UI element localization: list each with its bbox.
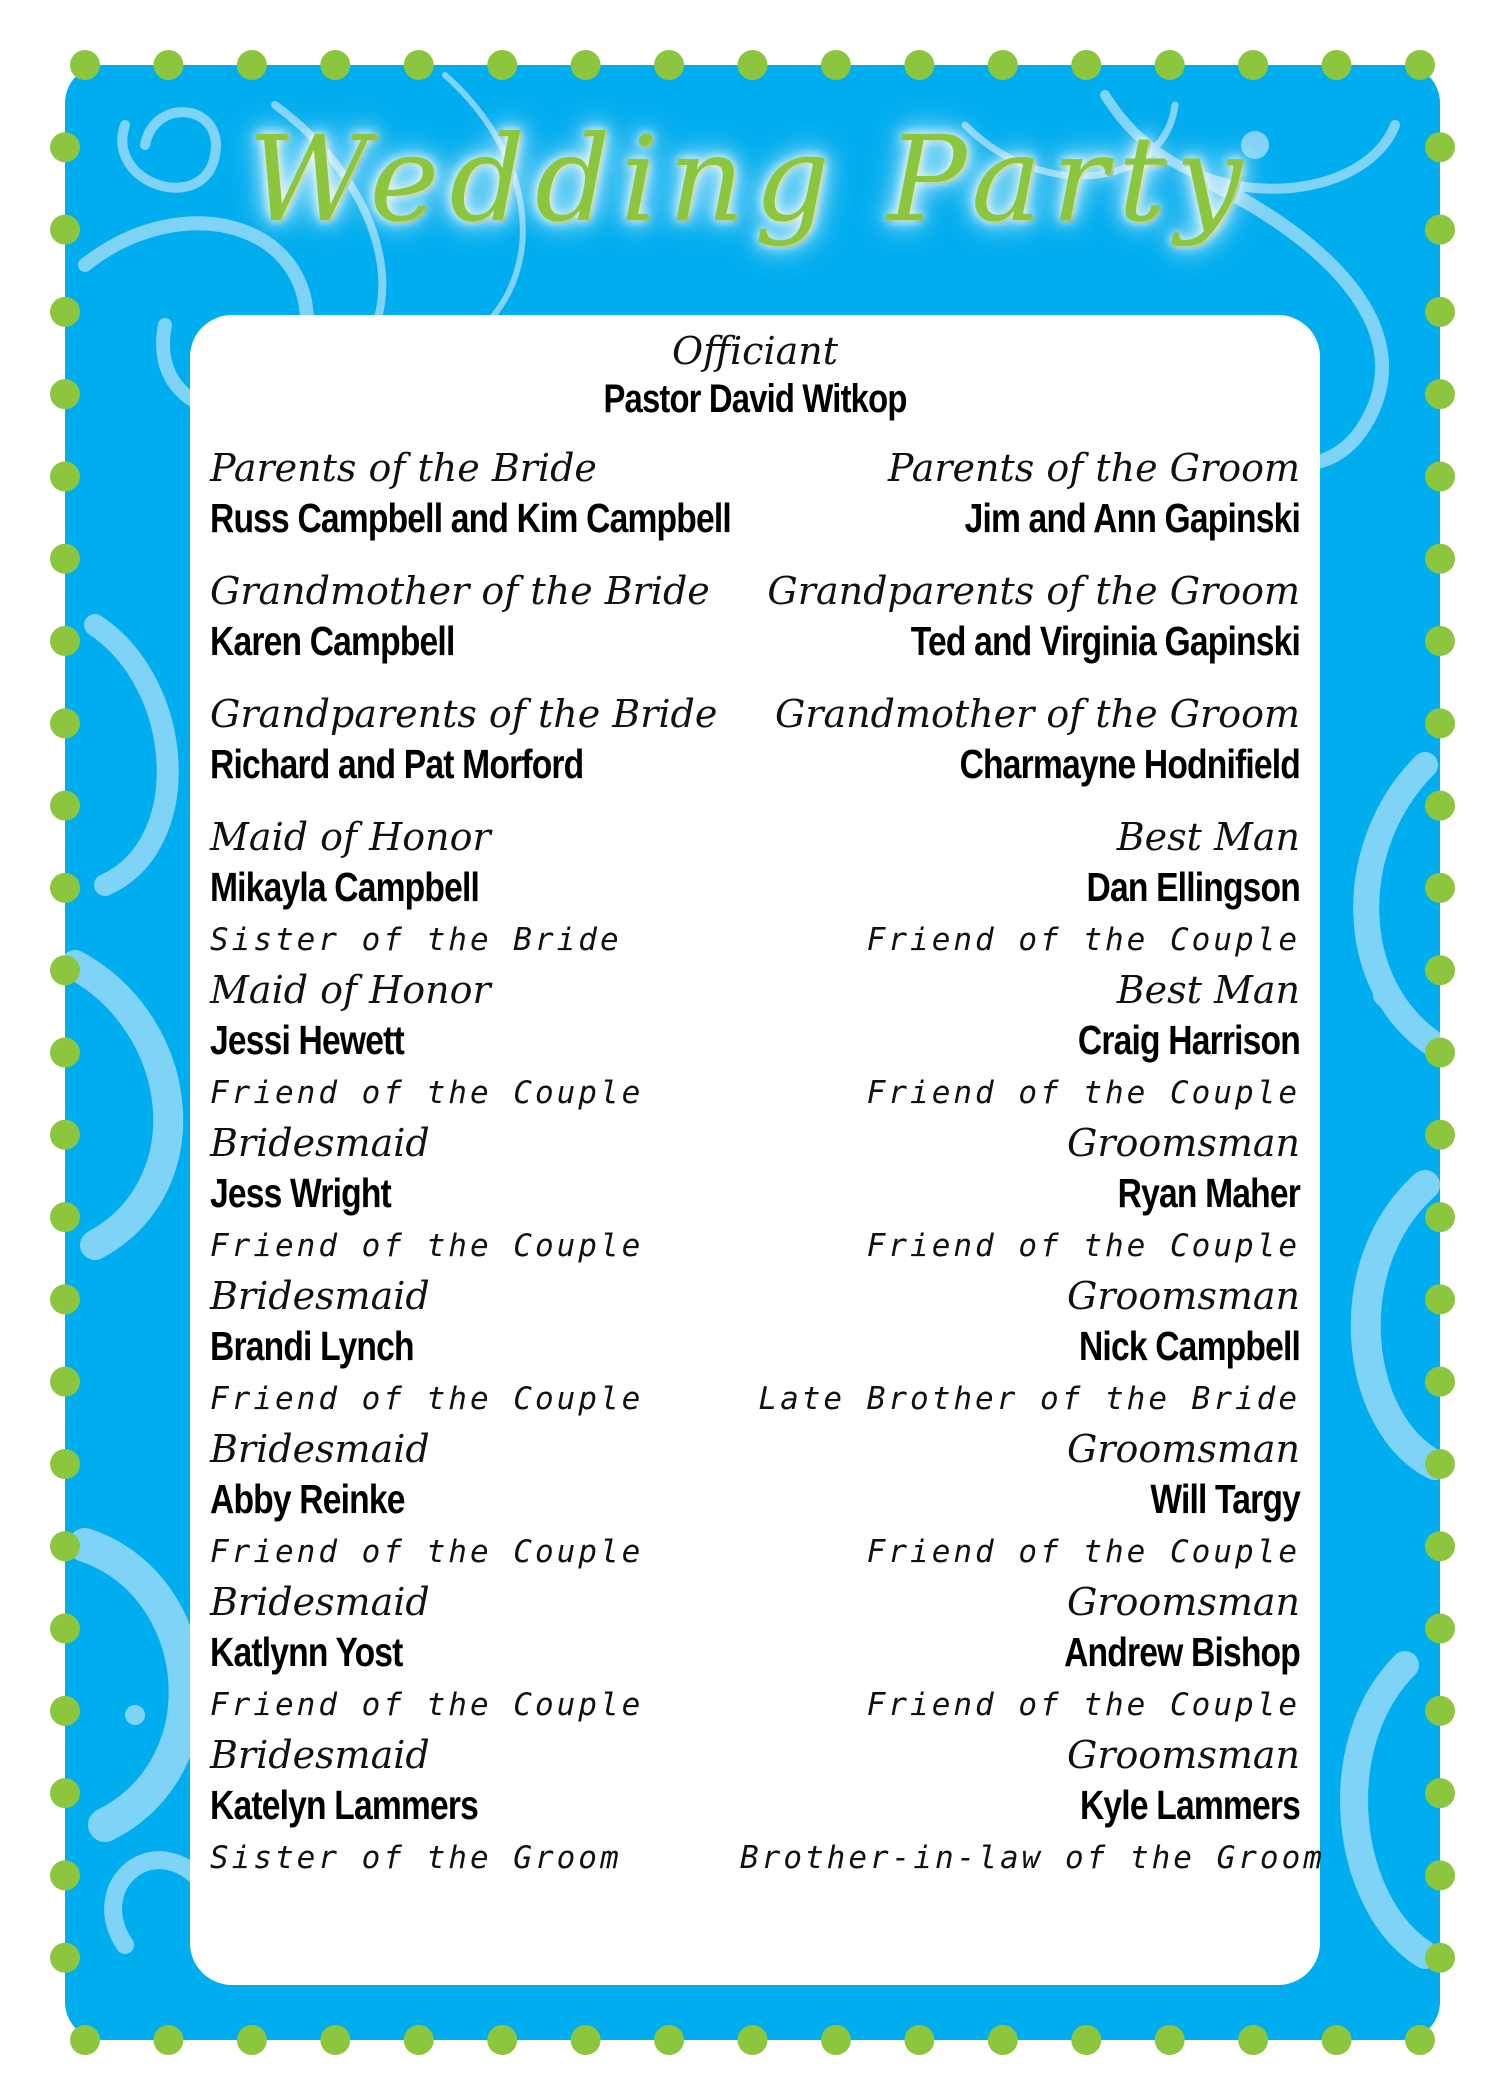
person-name: Ted and Virginia Gapinski (910, 618, 1300, 664)
relation-label: Brother-in-law of the Groom (740, 1840, 1325, 1876)
role-label: Maid of Honor (210, 815, 491, 859)
role-label: Grandmother of the Bride (210, 569, 710, 613)
groom-side-entry (740, 1271, 1300, 1424)
relation-label: Friend of the Couple (866, 1228, 1300, 1264)
person-name: Charmayne Hodnifield (959, 741, 1300, 787)
bride-side-entry (210, 1577, 770, 1730)
groom-side-entry (740, 1577, 1300, 1730)
person-name: Kyle Lammers (1079, 1782, 1300, 1828)
person-name: Karen Campbell (210, 618, 455, 664)
role-label: Parents of the Groom (887, 446, 1300, 490)
relation-label: Sister of the Groom (210, 1840, 622, 1876)
groom-side-entry (740, 965, 1300, 1118)
groom-side-entry (740, 566, 1300, 689)
bride-side-entry (210, 1730, 770, 1883)
relation-label: Friend of the Couple (866, 1534, 1300, 1570)
role-label: Grandmother of the Groom (774, 692, 1300, 736)
bride-side-entry (210, 1424, 770, 1577)
person-name: Nick Campbell (1078, 1323, 1300, 1369)
relation-label: Sister of the Bride (210, 922, 622, 958)
role-label: Groomsman (1067, 1121, 1300, 1165)
person-name: Jim and Ann Gapinski (964, 495, 1300, 541)
page-title: Wedding Party (247, 110, 1253, 248)
person-name: Abby Reinke (210, 1476, 405, 1522)
relation-label: Friend of the Couple (210, 1228, 644, 1264)
role-label: Bridesmaid (210, 1733, 430, 1777)
bride-side-entry (210, 812, 770, 965)
person-name: Brandi Lynch (210, 1323, 414, 1369)
groom-side-entry (740, 443, 1300, 566)
person-name: Will Targy (1150, 1476, 1300, 1522)
role-label: Parents of the Bride (210, 446, 597, 490)
relation-label: Friend of the Couple (210, 1687, 644, 1723)
role-label: Groomsman (1067, 1274, 1300, 1318)
person-name: Katlynn Yost (210, 1629, 403, 1675)
person-name: Jessi Hewett (210, 1017, 404, 1063)
role-label: Groomsman (1067, 1580, 1300, 1624)
role-label: Maid of Honor (210, 968, 491, 1012)
role-label: Best Man (1116, 815, 1300, 859)
groom-side-entry (740, 812, 1300, 965)
officiant-role: Officiant (671, 329, 839, 373)
role-label: Grandparents of the Groom (767, 569, 1300, 613)
person-name: Jess Wright (210, 1170, 391, 1216)
relation-label: Friend of the Couple (866, 1075, 1300, 1111)
bride-side-entry (210, 1271, 770, 1424)
role-label: Grandparents of the Bride (210, 692, 718, 736)
relation-label: Friend of the Couple (210, 1534, 644, 1570)
groom-side-entry (740, 1424, 1300, 1577)
role-label: Bridesmaid (210, 1274, 430, 1318)
relation-label: Friend of the Couple (866, 922, 1300, 958)
person-name: Ryan Maher (1117, 1170, 1300, 1216)
person-name: Dan Ellingson (1086, 864, 1300, 910)
person-name: Andrew Bishop (1064, 1629, 1300, 1675)
relation-label: Friend of the Couple (866, 1687, 1300, 1723)
bride-side-entry (210, 689, 770, 812)
bride-side-entry (210, 1118, 770, 1271)
relation-label: Friend of the Couple (210, 1381, 644, 1417)
groom-side-entry (740, 689, 1300, 812)
person-name: Katelyn Lammers (210, 1782, 478, 1828)
role-label: Best Man (1116, 968, 1300, 1012)
person-name: Russ Campbell and Kim Campbell (210, 495, 731, 541)
bride-side-entry (210, 566, 770, 689)
groom-side-entry (740, 1118, 1300, 1271)
role-label: Bridesmaid (210, 1427, 430, 1471)
bride-side-column (210, 443, 770, 1883)
bride-side-entry (210, 965, 770, 1118)
bride-side-entry (210, 443, 770, 566)
role-label: Bridesmaid (210, 1580, 430, 1624)
role-label: Bridesmaid (210, 1121, 430, 1165)
person-name: Craig Harrison (1077, 1017, 1300, 1063)
groom-side-column (740, 443, 1325, 1883)
relation-label: Friend of the Couple (210, 1075, 644, 1111)
role-label: Groomsman (1067, 1427, 1300, 1471)
person-name: Richard and Pat Morford (210, 741, 584, 787)
relation-label: Late Brother of the Bride (758, 1381, 1300, 1417)
person-name: Mikayla Campbell (210, 864, 480, 910)
officiant-name: Pastor David Witkop (603, 377, 907, 421)
content-panel (190, 315, 1325, 1985)
groom-side-entry (740, 1730, 1325, 1883)
role-label: Groomsman (1067, 1733, 1300, 1777)
